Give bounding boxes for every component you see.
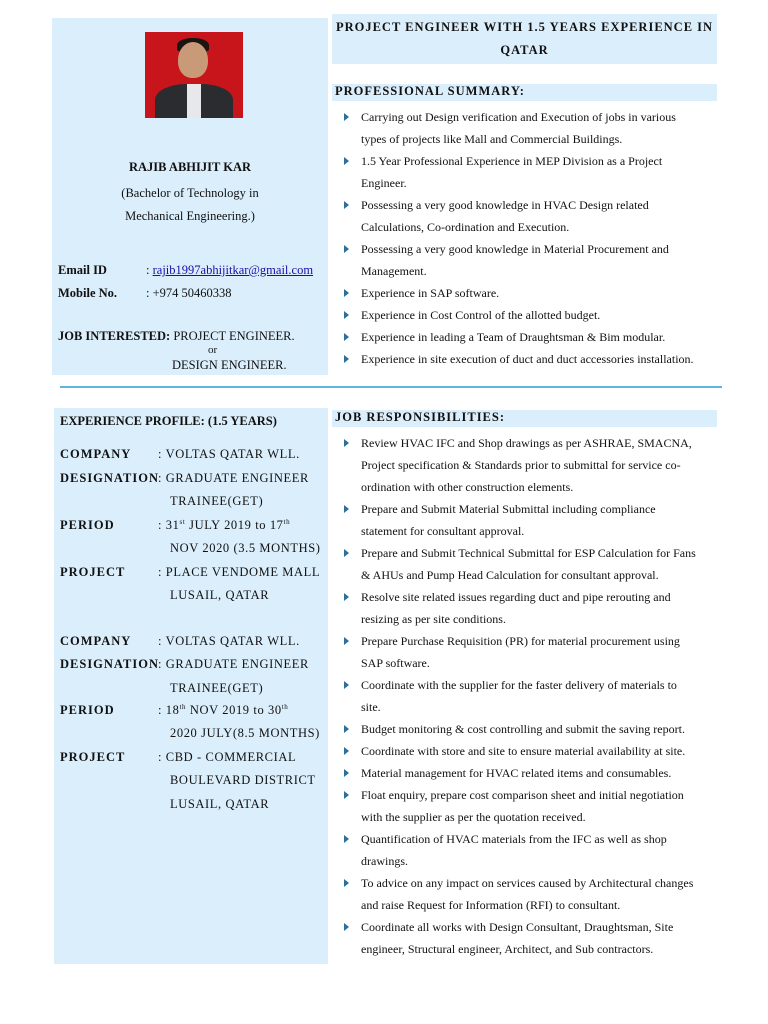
list-item-line: Possessing a very good knowledge in Material Procurement and <box>361 242 669 256</box>
list-item <box>335 304 725 326</box>
list-item-line: ordination with other construction elements. <box>361 480 574 494</box>
period-label: PERIOD <box>60 703 115 717</box>
list-item-line: Prepare and Submit Technical Submittal for ESP Calculation for Fans <box>361 546 696 560</box>
list-item-line: Project specification & Standards prior to submittal for service co- <box>361 458 681 472</box>
list-item <box>335 586 730 630</box>
designation-label: DESIGNATION <box>60 657 159 671</box>
list-item <box>335 150 725 194</box>
list-item-line: Possessing a very good knowledge in HVAC Design related <box>361 198 649 212</box>
list-item <box>335 106 725 150</box>
bullet-arrow-icon <box>344 769 349 777</box>
bullet-arrow-icon <box>344 113 349 121</box>
period-value-2: NOV 2020 (3.5 MONTHS) <box>170 541 321 555</box>
list-item-line: Material management for HVAC related items and consumables. <box>361 766 672 780</box>
list-item-line: Experience in Cost Control of the allotted budget. <box>361 308 601 322</box>
period-label: PERIOD <box>60 518 115 532</box>
list-item <box>335 348 725 370</box>
list-item-line: and raise Request for Information (RFI) to consultant. <box>361 898 621 912</box>
list-item-line: Coordinate all works with Design Consultant, Draughtsman, Site <box>361 920 674 934</box>
list-item-line: Experience in SAP software. <box>361 286 500 300</box>
responsibilities-list <box>335 432 730 960</box>
list-item <box>335 784 730 828</box>
bullet-arrow-icon <box>344 681 349 689</box>
designation-label: DESIGNATION <box>60 471 159 485</box>
list-item-line: drawings. <box>361 854 408 868</box>
summary-list <box>335 106 725 370</box>
designation-value: : GRADUATE ENGINEER <box>158 657 309 671</box>
headline: PROJECT ENGINEER WITH 1.5 YEARS EXPERIENCE IN QATAR <box>335 20 714 57</box>
list-item <box>335 282 725 304</box>
list-item-line: 1.5 Year Professional Experience in MEP Division as a Project <box>361 154 663 168</box>
list-item-line: Resolve site related issues regarding duct and pipe rerouting and <box>361 590 671 604</box>
list-item <box>335 916 730 960</box>
list-item <box>335 194 725 238</box>
bullet-arrow-icon <box>344 311 349 319</box>
profile-name: RAJIB ABHIJIT KAR <box>128 160 252 174</box>
bullet-arrow-icon <box>344 725 349 733</box>
list-item-line: Calculations, Co-ordination and Execution. <box>361 220 570 234</box>
email-row <box>58 263 107 278</box>
project-value-3: LUSAIL, QATAR <box>170 797 270 811</box>
section-divider <box>60 386 722 388</box>
list-item-line: statement for consultant approval. <box>361 524 525 538</box>
list-item <box>335 674 730 718</box>
job-or: or <box>208 344 218 356</box>
list-item-line: resizing as per site conditions. <box>361 612 506 626</box>
bullet-arrow-icon <box>344 835 349 843</box>
period-value: : 18th NOV 2019 to 30th <box>158 703 289 718</box>
list-item <box>335 740 730 762</box>
list-item-line: Experience in leading a Team of Draughtsman & Bim modular. <box>361 330 666 344</box>
list-item-line: Prepare Purchase Requisition (PR) for material procurement using <box>361 634 680 648</box>
summary-heading: PROFESSIONAL SUMMARY: <box>335 84 525 98</box>
bullet-arrow-icon <box>344 879 349 887</box>
bullet-arrow-icon <box>344 201 349 209</box>
designation-value-2: TRAINEE(GET) <box>170 681 264 695</box>
project-value: : CBD - COMMERCIAL <box>158 750 297 764</box>
period-value: : 31st JULY 2019 to 17th <box>158 518 291 533</box>
bullet-arrow-icon <box>344 549 349 557</box>
profile-degree: (Bachelor of Technology in Mechanical Engineering.) <box>121 186 259 223</box>
list-item <box>335 498 730 542</box>
bullet-arrow-icon <box>344 157 349 165</box>
list-item-line: Quantification of HVAC materials from the IFC as well as shop <box>361 832 667 846</box>
list-item <box>335 872 730 916</box>
bullet-arrow-icon <box>344 505 349 513</box>
list-item-line: Carrying out Design verification and Execution of jobs in various <box>361 110 676 124</box>
experience-heading: EXPERIENCE PROFILE: (1.5 YEARS) <box>60 414 277 428</box>
responsibilities-heading: JOB RESPONSIBILITIES: <box>335 410 506 424</box>
job-interested <box>58 329 295 344</box>
list-item-line: Review HVAC IFC and Shop drawings as per ASHRAE, SMACNA, <box>361 436 692 450</box>
job-interested-2: DESIGN ENGINEER. <box>172 358 287 372</box>
list-item-line: & AHUs and Pump Head Calculation for consultant approval. <box>361 568 659 582</box>
project-label: PROJECT <box>60 750 126 764</box>
list-item-line: Management. <box>361 264 427 278</box>
job-interested-label: JOB INTERESTED: <box>58 329 171 343</box>
list-item <box>335 762 730 784</box>
bullet-arrow-icon <box>344 245 349 253</box>
company-label: COMPANY <box>60 634 132 648</box>
bullet-arrow-icon <box>344 747 349 755</box>
period-value-2: 2020 JULY(8.5 MONTHS) <box>170 726 320 740</box>
list-item-line: Prepare and Submit Material Submittal including compliance <box>361 502 656 516</box>
company-value: : VOLTAS QATAR WLL. <box>158 634 300 648</box>
bullet-arrow-icon <box>344 791 349 799</box>
mobile-label: Mobile No. <box>58 286 118 300</box>
bullet-arrow-icon <box>344 439 349 447</box>
list-item-line: Coordinate with store and site to ensure material availability at site. <box>361 744 686 758</box>
email-value: : rajib1997abhijitkar@gmail.com <box>146 263 314 277</box>
list-item <box>335 326 725 348</box>
list-item <box>335 718 730 740</box>
project-value-2: LUSAIL, QATAR <box>170 588 270 602</box>
list-item <box>335 630 730 674</box>
list-item <box>335 828 730 872</box>
list-item <box>335 238 725 282</box>
mobile-value: : +974 50460338 <box>146 286 232 300</box>
project-label: PROJECT <box>60 565 126 579</box>
company-label: COMPANY <box>60 447 132 461</box>
profile-photo <box>145 32 243 118</box>
list-item-line: To advice on any impact on services caused by Architectural changes <box>361 876 694 890</box>
company-value: : VOLTAS QATAR WLL. <box>158 447 300 461</box>
list-item <box>335 432 730 498</box>
list-item-line: engineer, Structural engineer, Architect, and Sub contractors. <box>361 942 654 956</box>
designation-value: : GRADUATE ENGINEER <box>158 471 309 485</box>
list-item-line: with the supplier as per the quotation received. <box>361 810 586 824</box>
list-item-line: Float enquiry, prepare cost comparison sheet and initial negotiation <box>361 788 684 802</box>
list-item-line: Experience in site execution of duct and duct accessories installation. <box>361 352 694 366</box>
project-value: : PLACE VENDOME MALL <box>158 565 321 579</box>
list-item-line: Coordinate with the supplier for the faster delivery of materials to <box>361 678 677 692</box>
bullet-arrow-icon <box>344 355 349 363</box>
email-label: Email ID <box>58 263 107 277</box>
list-item-line: SAP software. <box>361 656 430 670</box>
list-item-line: Budget monitoring & cost controlling and submit the saving report. <box>361 722 685 736</box>
project-value-2: BOULEVARD DISTRICT <box>170 773 316 787</box>
bullet-arrow-icon <box>344 637 349 645</box>
job-interested-1: PROJECT ENGINEER. <box>173 329 295 343</box>
email-link[interactable]: rajib1997abhijitkar@gmail.com <box>152 263 314 277</box>
bullet-arrow-icon <box>344 289 349 297</box>
list-item <box>335 542 730 586</box>
bullet-arrow-icon <box>344 923 349 931</box>
list-item-line: types of projects like Mall and Commercial Buildings. <box>361 132 623 146</box>
designation-value-2: TRAINEE(GET) <box>170 494 264 508</box>
bullet-arrow-icon <box>344 333 349 341</box>
list-item-line: site. <box>361 700 381 714</box>
list-item-line: Engineer. <box>361 176 407 190</box>
bullet-arrow-icon <box>344 593 349 601</box>
